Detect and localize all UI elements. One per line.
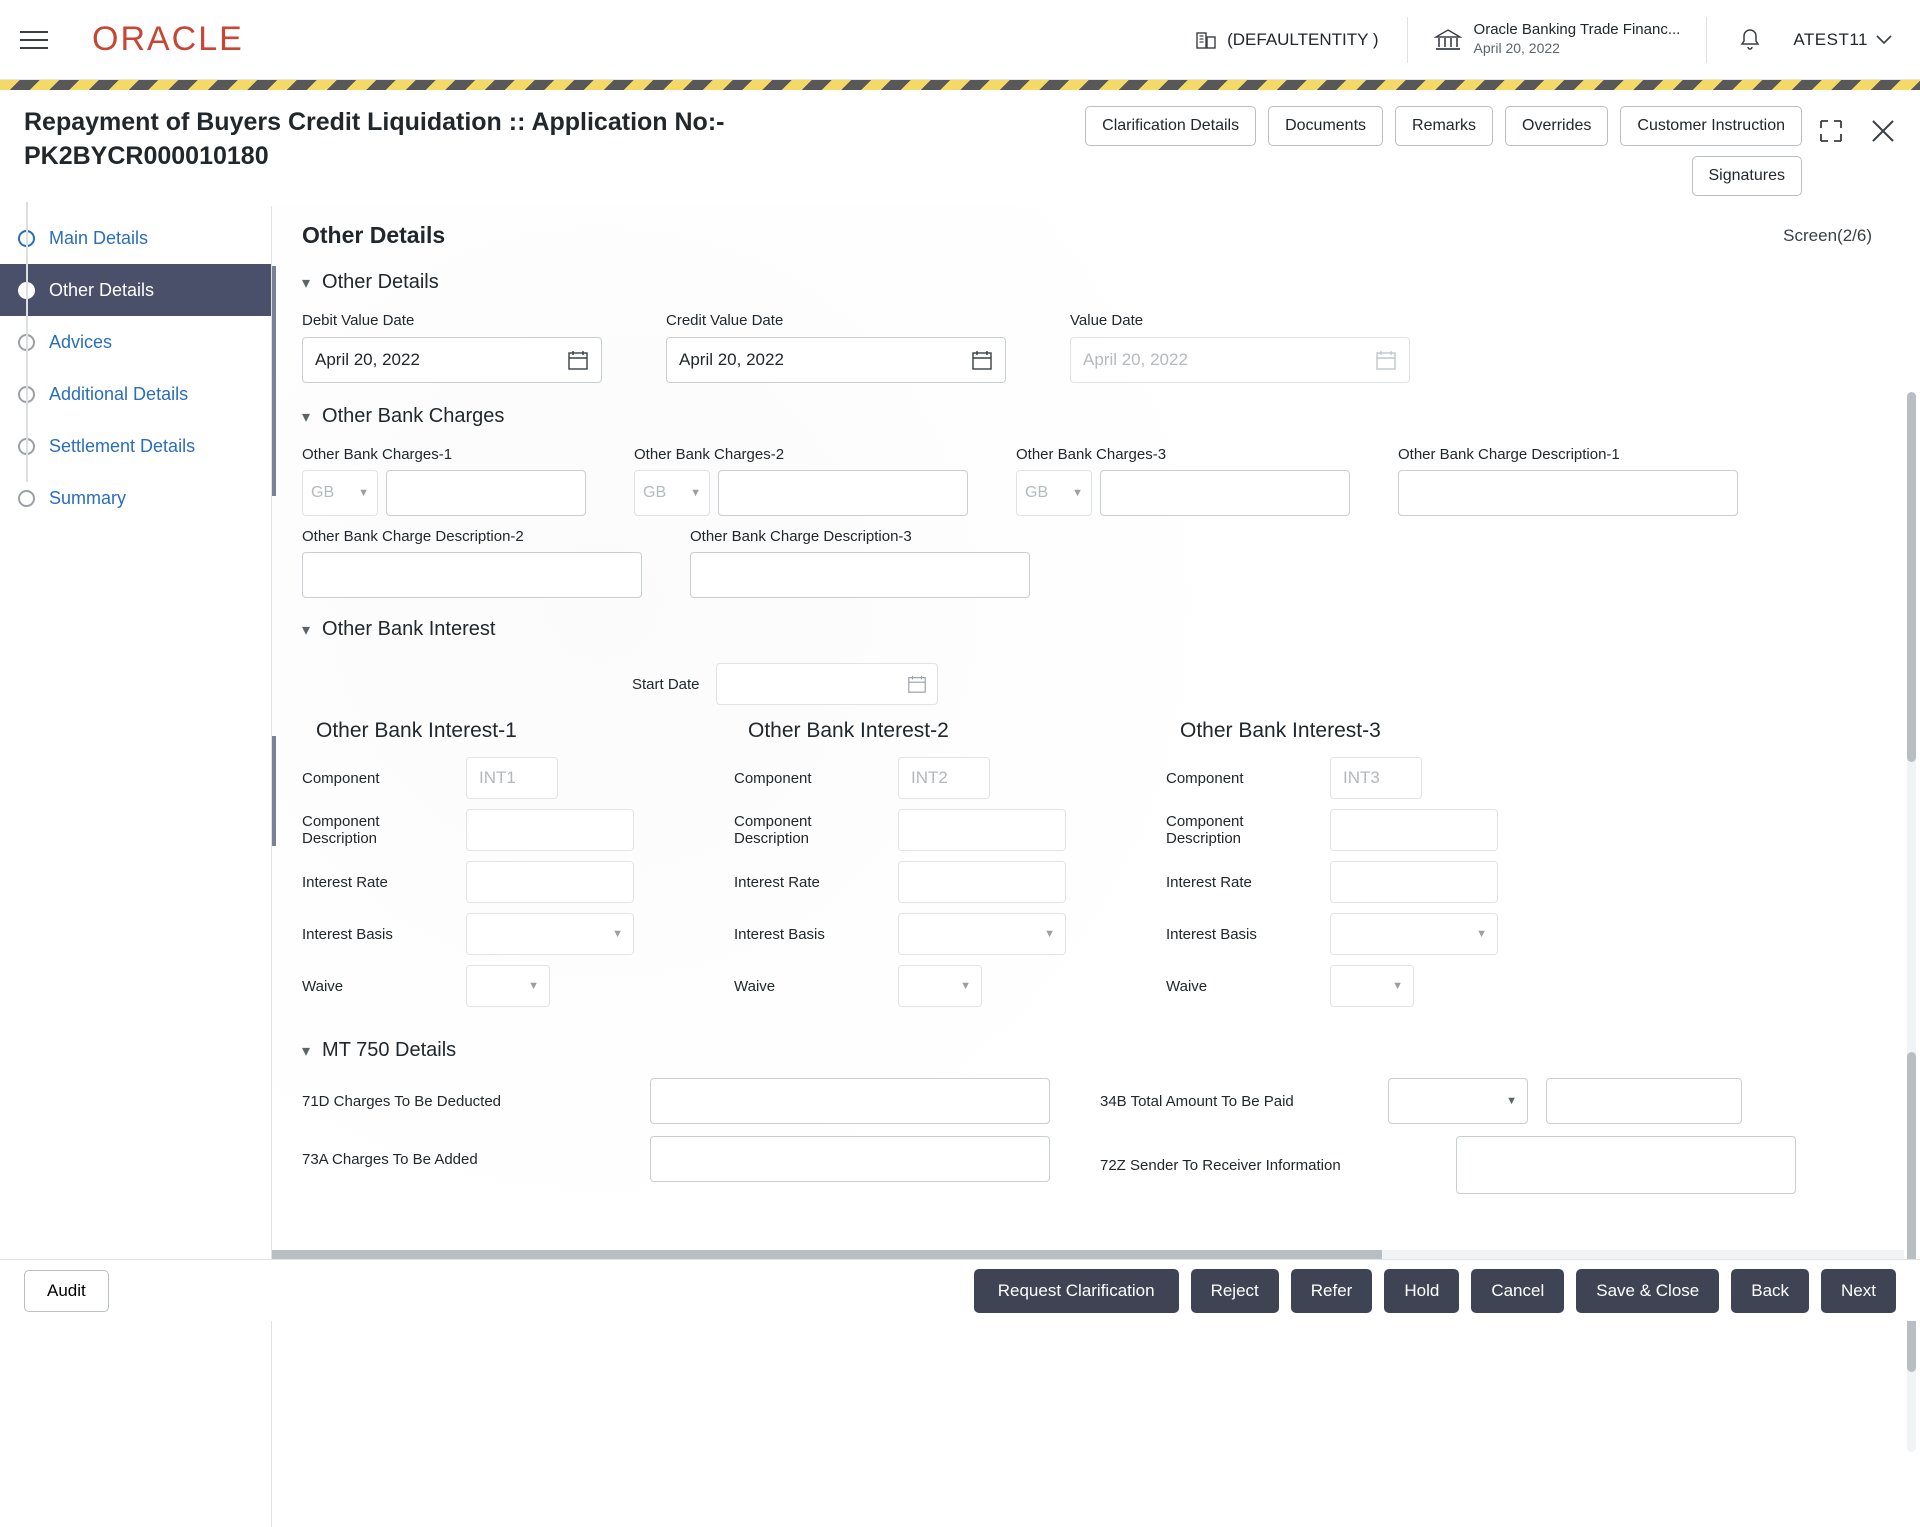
field-label: Other Bank Charge Description-2 [302, 528, 524, 545]
field-label: Other Bank Charges-3 [1016, 446, 1167, 463]
next-button[interactable]: Next [1821, 1269, 1896, 1313]
field-label: Interest Rate [302, 873, 388, 891]
chevron-down-icon: ▾ [302, 621, 311, 639]
component-3-input [1330, 757, 1422, 799]
body [0, 206, 1920, 1527]
other-bank-charges-1-input[interactable] [386, 470, 586, 516]
sidebar-item-advices[interactable] [0, 316, 271, 368]
section-mt750-details [302, 1039, 1890, 1194]
bank-name: Oracle Banking Trade Financ... [1473, 21, 1681, 39]
interest-column-title: Other Bank Interest-1 [316, 719, 517, 742]
start-date-label: Start Date [632, 675, 700, 693]
field-other-bank-charge-description-3 [690, 528, 1030, 598]
interest-rate-1-input[interactable] [466, 861, 634, 903]
field-label: Other Bank Charges-2 [634, 446, 785, 463]
refer-button[interactable]: Refer [1291, 1269, 1373, 1313]
window-controls [1818, 118, 1896, 144]
component-1-input [466, 757, 558, 799]
field-component-3 [1166, 757, 1566, 799]
bank-info [1408, 17, 1708, 63]
sidebar-item-label: Other Details [49, 279, 155, 300]
stepper-sidebar [0, 206, 272, 1527]
field-label: Interest Basis [302, 925, 393, 943]
field-label: 71D Charges To Be Deducted [302, 1092, 502, 1110]
interest-rate-2-input[interactable] [898, 861, 1066, 903]
hold-button[interactable]: Hold [1384, 1269, 1459, 1313]
interest-basis-3-select[interactable] [1330, 913, 1498, 955]
other-bank-charge-description-3-input[interactable] [690, 552, 1030, 598]
header-actions [1085, 106, 1898, 196]
section-header-mt750[interactable] [302, 1039, 1890, 1062]
component-2-input [898, 757, 990, 799]
section-title: Other Details [322, 271, 439, 293]
screen-counter: Screen(2/6) [1783, 225, 1872, 245]
sidebar-item-label: Additional Details [49, 383, 189, 404]
field-value: INT3 [1343, 768, 1380, 787]
field-component-description-2 [734, 809, 1134, 851]
chevron-down-icon: ▼ [690, 487, 701, 499]
clarification-details-button[interactable]: Clarification Details [1085, 106, 1256, 146]
horizontal-scrollbar-thumb[interactable] [272, 1250, 1382, 1259]
content-title: Other Details [302, 222, 446, 248]
interest-basis-2-select[interactable] [898, 913, 1066, 955]
vertical-scrollbar-thumb-secondary[interactable] [1907, 1052, 1916, 1372]
section-header-other-bank-interest[interactable] [302, 618, 1890, 641]
section-other-bank-interest [302, 618, 1890, 1017]
chevron-down-icon: ▼ [1044, 928, 1055, 940]
chevron-down-icon: ▼ [528, 980, 539, 992]
chevron-down-icon: ▾ [302, 408, 311, 426]
section-other-details [302, 271, 1890, 383]
bank-icon [1434, 27, 1462, 53]
field-charges-to-be-deducted [302, 1078, 1050, 1124]
waive-1-select[interactable] [466, 965, 550, 1007]
field-label: Interest Basis [734, 925, 825, 943]
field-interest-rate-1 [302, 861, 702, 903]
interest-column-title: Other Bank Interest-2 [748, 719, 949, 742]
section-other-bank-charges [302, 405, 1890, 598]
field-interest-rate-3 [1166, 861, 1566, 903]
field-label: Interest Rate [1166, 873, 1252, 891]
field-component-description-1 [302, 809, 702, 851]
field-label: Other Bank Charge Description-3 [690, 528, 912, 545]
interest-rate-3-input[interactable] [1330, 861, 1498, 903]
credit-value-date-input[interactable] [666, 337, 1006, 383]
chevron-down-icon: ▼ [612, 928, 623, 940]
field-credit-value-date [666, 312, 1006, 383]
interest-column-2 [734, 719, 1134, 1017]
field-interest-basis-3 [1166, 913, 1566, 955]
field-label: Waive [302, 977, 344, 995]
save-and-close-button[interactable]: Save & Close [1576, 1269, 1719, 1313]
total-amount-currency-select[interactable] [1388, 1078, 1528, 1124]
chevron-down-icon: ▼ [1476, 928, 1487, 940]
overrides-button[interactable]: Overrides [1505, 106, 1608, 146]
field-other-bank-charge-description-2 [302, 528, 642, 598]
chevron-down-icon [1876, 35, 1892, 45]
main-content [272, 206, 1920, 1527]
other-bank-charges-2-currency-select[interactable] [634, 470, 710, 516]
field-label: Credit Value Date [666, 312, 784, 329]
other-bank-charges-2-input[interactable] [718, 470, 968, 516]
waive-2-select[interactable] [898, 965, 982, 1007]
start-date-input[interactable] [716, 663, 938, 705]
field-label: Component Description [302, 813, 380, 847]
field-interest-basis-1 [302, 913, 702, 955]
customer-instruction-button[interactable]: Customer Instruction [1620, 106, 1802, 146]
vertical-scrollbar-thumb[interactable] [1907, 392, 1916, 762]
field-total-amount-to-be-paid [1100, 1078, 1796, 1124]
collapse-icon[interactable] [1818, 118, 1844, 144]
field-label: Value Date [1070, 312, 1144, 329]
charges-to-be-added-input[interactable] [650, 1136, 1050, 1182]
field-label: 72Z Sender To Receiver Information [1100, 1156, 1341, 1174]
sender-to-receiver-information-textarea[interactable] [1456, 1136, 1796, 1194]
interest-basis-1-select[interactable] [466, 913, 634, 955]
field-label: Component [734, 769, 812, 787]
chevron-down-icon: ▼ [1392, 980, 1403, 992]
component-description-1-input[interactable] [466, 809, 634, 851]
page-header [0, 90, 1920, 206]
select-value: GB [1025, 484, 1049, 501]
section-title: Other Bank Interest [322, 618, 496, 640]
interest-column-title: Other Bank Interest-3 [1180, 719, 1381, 742]
entity-selector[interactable] [1167, 17, 1407, 63]
sidebar-item-settlement-details[interactable] [0, 420, 271, 472]
field-waive-1 [302, 965, 702, 1007]
other-bank-charges-3-currency-select[interactable] [1016, 470, 1092, 516]
field-interest-basis-2 [734, 913, 1134, 955]
section-header-other-bank-charges[interactable] [302, 405, 1890, 428]
reject-button[interactable]: Reject [1191, 1269, 1279, 1313]
signatures-button[interactable]: Signatures [1692, 156, 1803, 196]
chevron-down-icon: ▼ [960, 980, 971, 992]
field-component-2 [734, 757, 1134, 799]
field-label: Component Description [734, 813, 812, 847]
user-menu[interactable] [1793, 30, 1920, 50]
field-label: Component [302, 769, 380, 787]
field-label: Other Bank Charges-1 [302, 446, 453, 463]
field-sender-to-receiver-information [1100, 1136, 1796, 1194]
select-value: GB [311, 484, 335, 501]
sidebar-item-additional-details[interactable] [0, 368, 271, 420]
close-icon[interactable] [1870, 118, 1896, 144]
section-header-other-details[interactable] [302, 271, 1890, 294]
value-date-input [1070, 337, 1410, 383]
field-label: 73A Charges To Be Added [302, 1150, 478, 1168]
field-value: April 20, 2022 [679, 350, 784, 369]
interest-column-3 [1166, 719, 1566, 1017]
field-value: April 20, 2022 [315, 350, 420, 369]
total-amount-input[interactable] [1546, 1078, 1742, 1124]
sidebar-item-label: Summary [49, 487, 127, 508]
field-label: Waive [734, 977, 776, 995]
field-label: Interest Rate [734, 873, 820, 891]
charges-to-be-deducted-input[interactable] [650, 1078, 1050, 1124]
sidebar-item-other-details[interactable] [0, 264, 271, 316]
sidebar-item-label: Settlement Details [49, 435, 196, 456]
field-charges-to-be-added [302, 1136, 1050, 1182]
field-value-date [1070, 312, 1410, 383]
other-bank-charges-1-currency-select[interactable] [302, 470, 378, 516]
user-label: ATEST11 [1793, 29, 1868, 49]
section-title: MT 750 Details [322, 1039, 457, 1061]
select-value: GB [643, 484, 667, 501]
field-label: Component Description [1166, 813, 1244, 847]
hamburger-icon[interactable] [20, 22, 56, 58]
calendar-icon [1375, 349, 1397, 371]
oracle-logo: ORACLE [92, 20, 244, 58]
field-label: Component [1166, 769, 1244, 787]
section-title: Other Bank Charges [322, 405, 505, 427]
field-value: April 20, 2022 [1083, 350, 1188, 369]
field-other-bank-charges-1 [302, 446, 586, 516]
field-other-bank-charge-description-1 [1398, 446, 1738, 516]
field-label: Other Bank Charge Description-1 [1398, 446, 1620, 463]
request-clarification-button[interactable]: Request Clarification [974, 1269, 1179, 1313]
field-other-bank-charges-3 [1016, 446, 1350, 516]
top-bar [0, 0, 1920, 80]
documents-button[interactable]: Documents [1268, 106, 1383, 146]
sidebar-item-main-details[interactable] [0, 212, 271, 264]
sidebar-item-summary[interactable] [0, 472, 271, 524]
waive-3-select[interactable] [1330, 965, 1414, 1007]
field-label: Waive [1166, 977, 1208, 995]
chevron-down-icon: ▼ [358, 487, 369, 499]
entity-label: (DEFAULTENTITY ) [1227, 29, 1379, 49]
page-title: Repayment of Buyers Credit Liquidation :: Application No:- PK2BYCR000010180 [24, 108, 725, 170]
audit-button[interactable]: Audit [24, 1270, 109, 1312]
field-value: INT2 [911, 768, 948, 787]
field-component-1 [302, 757, 702, 799]
field-value: INT1 [479, 768, 516, 787]
other-bank-charge-description-1-input[interactable] [1398, 470, 1738, 516]
calendar-icon[interactable] [971, 349, 993, 371]
field-component-description-3 [1166, 809, 1566, 851]
field-waive-2 [734, 965, 1134, 1007]
chevron-down-icon: ▼ [1072, 487, 1083, 499]
field-waive-3 [1166, 965, 1566, 1007]
field-label: 34B Total Amount To Be Paid [1100, 1092, 1294, 1110]
debit-value-date-input[interactable] [302, 337, 602, 383]
sidebar-item-label: Main Details [49, 227, 149, 248]
cancel-button[interactable]: Cancel [1471, 1269, 1564, 1313]
top-bar-right [1167, 0, 1920, 79]
horizontal-scrollbar[interactable] [272, 1250, 1904, 1259]
hazard-stripe [0, 80, 1920, 90]
field-label: Debit Value Date [302, 312, 415, 329]
field-label: Interest Basis [1166, 925, 1257, 943]
calendar-icon[interactable] [907, 674, 927, 694]
component-description-2-input[interactable] [898, 809, 1066, 851]
calendar-icon[interactable] [567, 349, 589, 371]
footer-bar [0, 1259, 1920, 1321]
bell-icon[interactable] [1707, 27, 1793, 53]
building-icon [1195, 29, 1217, 51]
back-button[interactable]: Back [1731, 1269, 1809, 1313]
other-bank-charge-description-2-input[interactable] [302, 552, 642, 598]
component-description-3-input[interactable] [1330, 809, 1498, 851]
chevron-down-icon: ▼ [1506, 1095, 1517, 1107]
chevron-down-icon: ▾ [302, 274, 311, 292]
field-other-bank-charges-2 [634, 446, 968, 516]
remarks-button[interactable]: Remarks [1395, 106, 1493, 146]
bank-date: April 20, 2022 [1473, 40, 1560, 57]
chevron-down-icon: ▾ [302, 1042, 311, 1060]
interest-column-1 [302, 719, 702, 1017]
other-bank-charges-3-input[interactable] [1100, 470, 1350, 516]
field-interest-rate-2 [734, 861, 1134, 903]
step-dot-icon [18, 490, 35, 507]
sidebar-item-label: Advices [49, 331, 113, 352]
field-debit-value-date [302, 312, 602, 383]
